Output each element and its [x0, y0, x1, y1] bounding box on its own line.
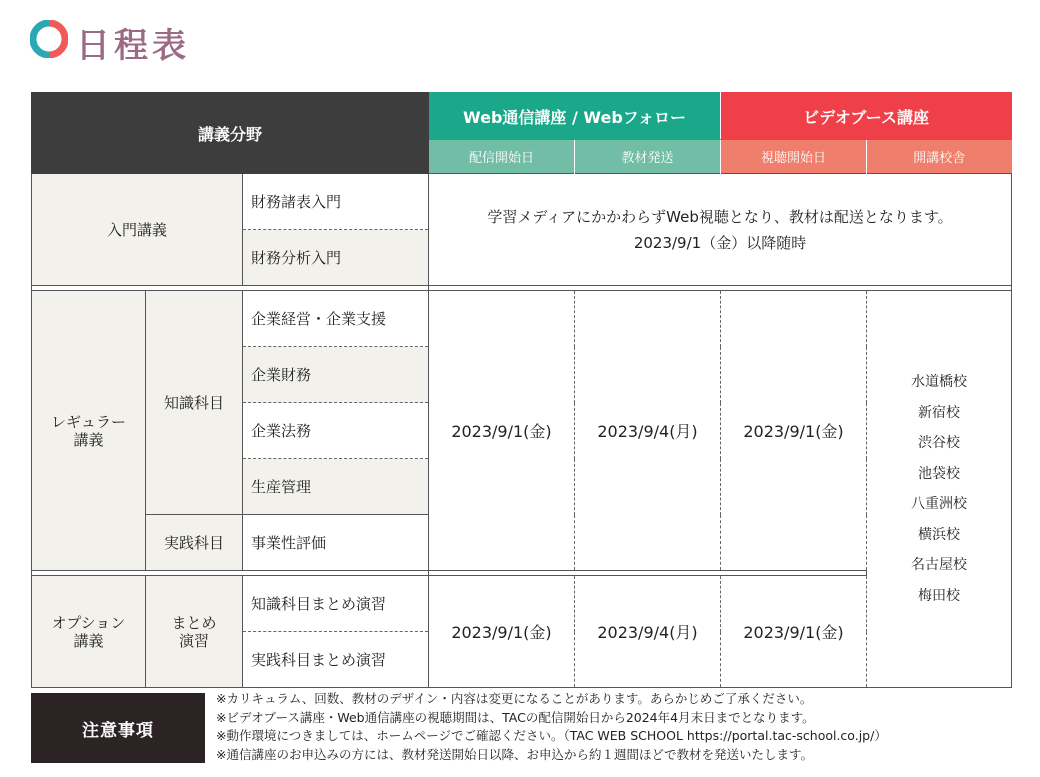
notice-line-2: ※ビデオブース講座・Web通信講座の視聴期間は、TACの配信開始日から2024年4月末日までとなります。: [216, 709, 815, 725]
subject-regular-3: 企業法務: [243, 403, 429, 459]
header-video-booth: ビデオブース講座: [721, 93, 1012, 140]
schedule-table: [31, 92, 1012, 688]
header-campus: 開講校舎: [867, 140, 1012, 174]
category-option-line1: オプション: [51, 614, 126, 632]
group-practice: 実践科目: [146, 515, 243, 571]
regular-material-send: 2023/9/4(月): [575, 291, 721, 571]
subject-regular-5: 事業性評価: [243, 515, 429, 571]
subject-intro-2: 財務分析入門: [243, 230, 429, 286]
category-intro: 入門講義: [32, 174, 243, 286]
campus-7: 名古屋校: [911, 557, 968, 573]
campus-8: 梅田校: [918, 587, 961, 604]
header-field: 講義分野: [32, 93, 429, 174]
header-web-course: Web通信講座 / Webフォロー: [429, 93, 721, 140]
option-video-start: 2023/9/1(金): [721, 576, 867, 688]
notice-line-3: ※動作環境につきましては、ホームページでご確認ください。（TAC WEB SCHOOL https://portal.tac-school.co.jp/）: [216, 728, 887, 744]
category-regular-line1: レギュラー: [50, 413, 126, 431]
category-regular-line2: 講義: [73, 431, 104, 449]
subject-regular-2: 企業財務: [243, 347, 429, 403]
header-material-send: 教材発送: [575, 140, 721, 174]
option-web-start: 2023/9/1(金): [429, 576, 575, 688]
notice-list: [216, 690, 887, 764]
subject-regular-1: 企業経営・企業支援: [243, 291, 429, 347]
campus-5: 八重洲校: [911, 496, 968, 512]
category-option-line2: 講義: [73, 632, 104, 650]
notice-label: 注意事項: [31, 693, 205, 763]
subject-option-2: 実践科目まとめ演習: [243, 632, 429, 688]
header-web-start: 配信開始日: [429, 140, 575, 174]
campus-3: 渋谷校: [918, 435, 961, 451]
intro-message-line2: 2023/9/1（金）以降随時: [633, 233, 807, 252]
category-regular: [32, 291, 146, 571]
subject-option-1: 知識科目まとめ演習: [243, 576, 429, 632]
intro-message: [429, 174, 1012, 286]
group-summary-line1: まとめ: [171, 614, 217, 632]
campus-list: [867, 291, 1012, 688]
campus-1: 水道橋校: [911, 374, 968, 390]
subject-regular-4: 生産管理: [243, 459, 429, 515]
page-title: 日程表: [76, 26, 190, 66]
campus-4: 池袋校: [918, 465, 961, 482]
header-video-start: 視聴開始日: [721, 140, 867, 174]
option-material-send: 2023/9/4(月): [575, 576, 721, 688]
tac-logo-icon: [30, 20, 68, 58]
subject-intro-1: 財務諸表入門: [243, 174, 429, 230]
notice-line-4: ※通信講座のお申込みの方には、教材発送開始日以降、お申込から約１週間ほどで教材を発送いたします。: [216, 746, 813, 762]
regular-web-start: 2023/9/1(金): [429, 291, 575, 571]
category-option: [32, 576, 146, 688]
notice-line-1: ※カリキュラム、回数、教材のデザイン・内容は変更になることがあります。あらかじめご了承ください。: [216, 691, 813, 706]
group-knowledge: 知識科目: [146, 291, 243, 515]
group-summary-line2: 演習: [178, 632, 209, 650]
regular-video-start: 2023/9/1(金): [721, 291, 867, 571]
campus-2: 新宿校: [918, 404, 961, 421]
group-summary: [146, 576, 243, 688]
intro-message-line1: 学習メディアにかかわらずWeb視聴となり、教材は配送となります。: [487, 207, 953, 226]
campus-6: 横浜校: [918, 526, 961, 543]
